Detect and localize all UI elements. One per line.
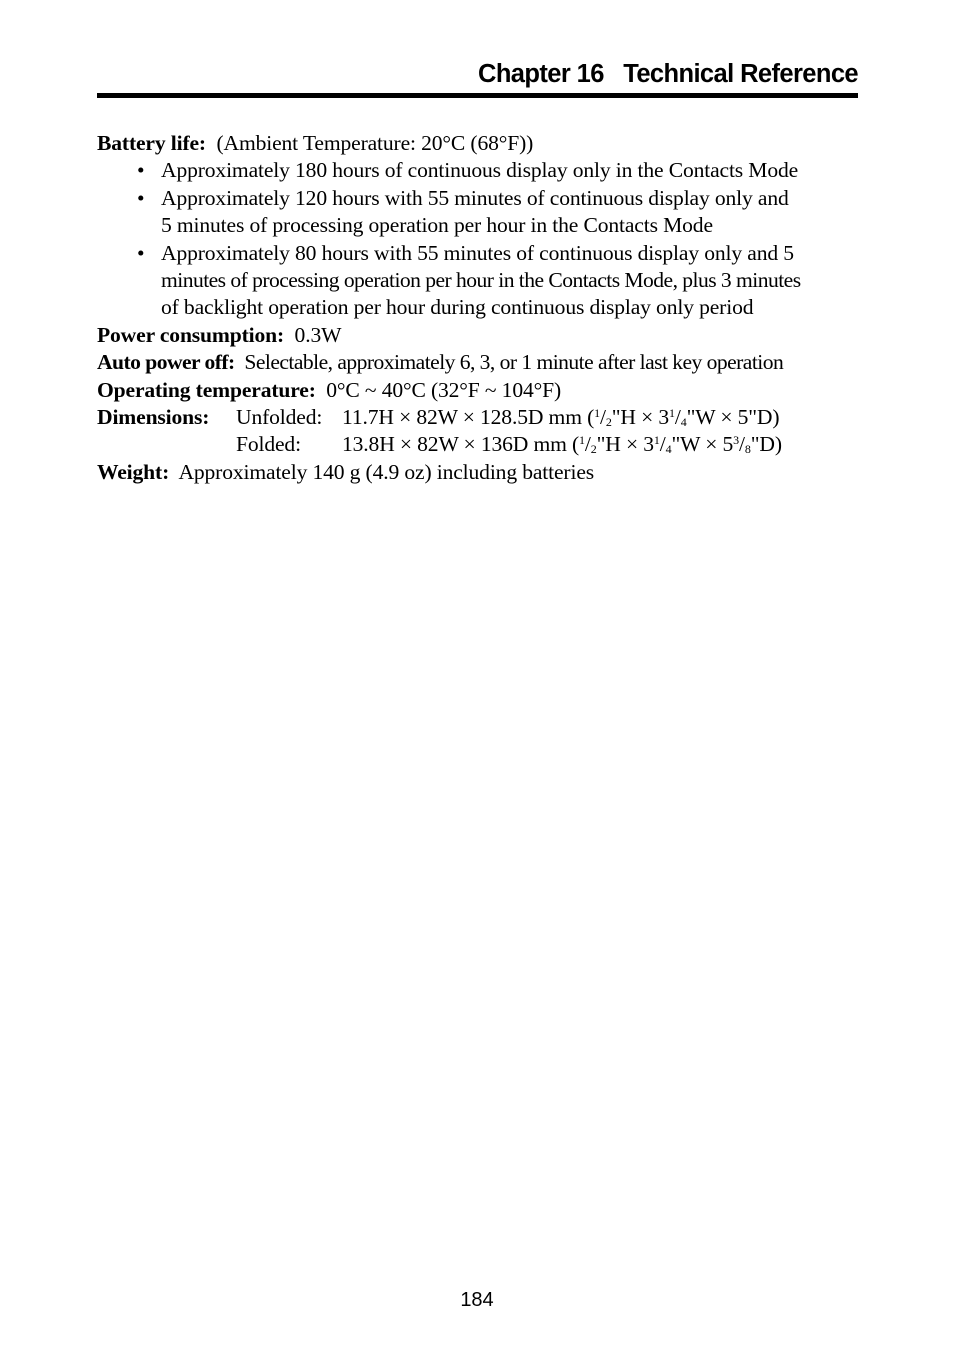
auto-power-off-value: Selectable, approximately 6, 3, or 1 minute after last key operation	[244, 350, 784, 375]
bullet-icon: •	[137, 185, 145, 210]
weight-label: Weight:	[97, 459, 170, 484]
power-consumption-label: Power consumption:	[97, 322, 285, 347]
weight-value: Approximately 140 g (4.9 oz) including batteries	[178, 459, 595, 484]
dimensions-block	[97, 404, 859, 459]
unfolded-label: Unfolded:	[236, 405, 323, 430]
folded-value: 13.8H × 82W × 136D mm ($^1/_2"H$ × $3^1/_4"W$ × $5^3/_8"D$)	[342, 432, 782, 457]
list-item: • Approximately 80 hours with 55 minutes of continuous display only and 5 minutes of processing operation per hour in the Contacts Mode, plus 3 minutes of backlight operation per hour during continuous display only period	[137, 240, 801, 320]
battery-life-list	[97, 157, 859, 321]
operating-temperature-label: Operating temperature:	[97, 377, 316, 402]
page-number: 184	[460, 1289, 494, 1311]
operating-temperature-value: 0°C ~ 40°C (32°F ~ 104°F)	[326, 377, 562, 402]
auto-power-off-row	[97, 349, 859, 376]
battery-life-label: Battery life:	[97, 131, 206, 155]
auto-power-off-label: Auto power off:	[97, 350, 235, 375]
operating-temperature-row	[97, 377, 859, 404]
dimensions-label: Dimensions:	[97, 405, 210, 430]
weight-row	[97, 459, 859, 486]
power-consumption-value: 0.3W	[294, 322, 342, 347]
spec-content	[97, 130, 859, 486]
chapter-title: Chapter 16 Technical Reference	[478, 60, 858, 88]
unfolded-value: 11.7H × 82W × 128.5D mm ($^1/_2"H$ × $3^1/_4"W$ × 5"D)	[342, 405, 780, 430]
power-consumption-row	[97, 322, 859, 349]
bullet-icon: •	[137, 240, 145, 265]
list-item: • Approximately 120 hours with 55 minutes of continuous display only and 5 minutes of processing operation per hour in the Contacts Mode	[137, 185, 789, 238]
bullet-icon: •	[137, 158, 145, 183]
list-item: • Approximately 180 hours of continuous display only in the Contacts Mode	[137, 157, 859, 184]
battery-life-row	[97, 130, 859, 157]
page-header	[97, 58, 858, 98]
folded-label: Folded:	[236, 432, 301, 457]
battery-life-condition: (Ambient Temperature: 20°C (68°F))	[216, 131, 534, 155]
